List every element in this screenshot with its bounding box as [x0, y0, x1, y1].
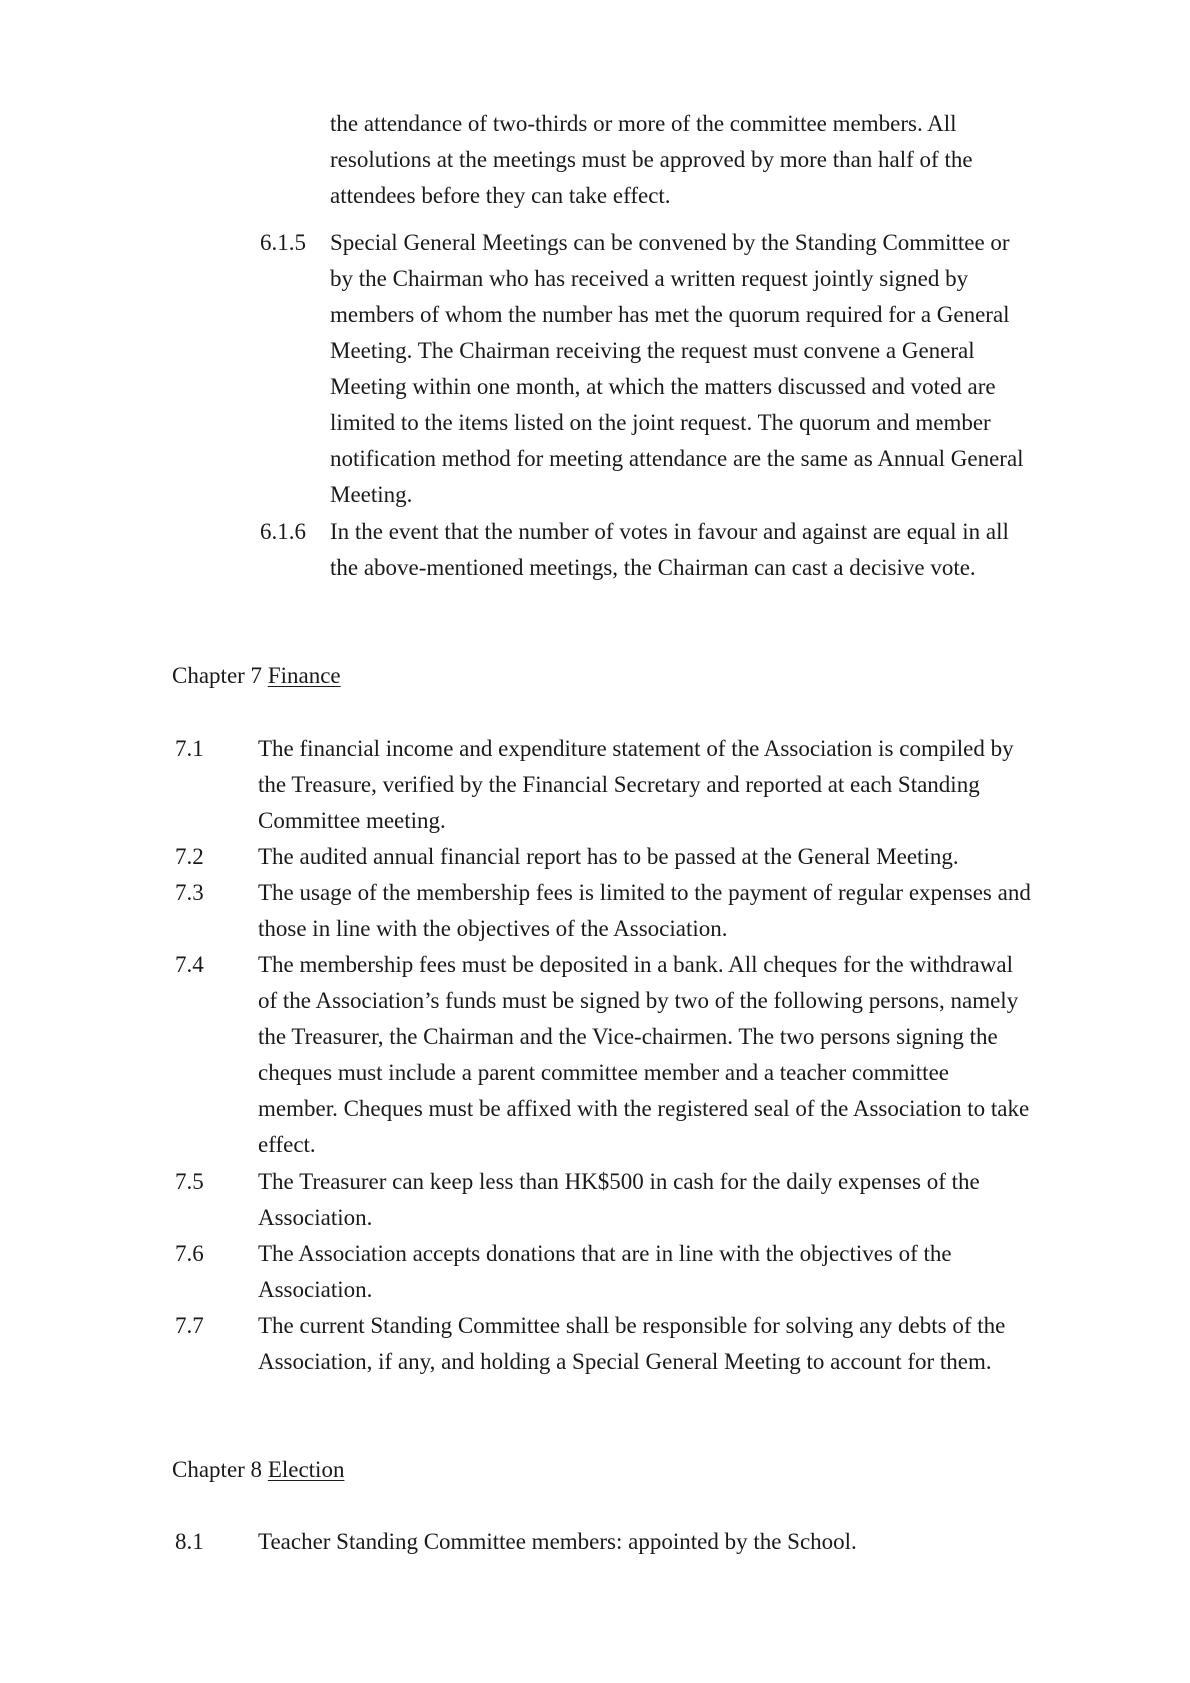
section-number: 7.2 — [175, 844, 204, 869]
chapter-title: Finance — [267, 663, 341, 688]
section-number: 7.3 — [175, 880, 204, 905]
subsection-text: In the event that the number of votes in favour and against are equal in all the above-mentioned meetings, the Chairman can cast a decisive vote. — [330, 519, 1009, 580]
section-number: 7.1 — [175, 736, 204, 761]
chapter-7-heading — [172, 658, 341, 694]
section-text: The Treasurer can keep less than HK$500 in cash for the daily expenses of the Association. — [258, 1169, 980, 1230]
section-text: The current Standing Committee shall be responsible for solving any debts of the Association, if any, and holding a Special General Meeting to account for them. — [258, 1313, 1006, 1374]
section-number: 7.5 — [175, 1169, 204, 1194]
chapter-label: Chapter 8 — [172, 1457, 263, 1482]
section-text: The Association accepts donations that are in line with the objectives of the Association. — [258, 1241, 952, 1302]
section-number: 7.6 — [175, 1241, 204, 1266]
subsection-number: 6.1.5 — [260, 230, 306, 255]
section-number: 7.4 — [175, 952, 204, 977]
section-number: 8.1 — [175, 1529, 204, 1554]
chapter-8-heading — [172, 1452, 344, 1488]
chapter-title: Election — [267, 1457, 345, 1482]
subsection-text: Special General Meetings can be convened by the Standing Committee or by the Chairman who has received a written request jointly signed by members of whom the number has met the quorum required for a General Meeting. The Chairman receiving the request must convene a General Meeting within one month, at which the matters discussed and voted are limited to the items listed on the joint request. The quorum and member notification method for meeting attendance are the same as Annual General Meeting. — [330, 230, 1024, 507]
section-text: Teacher Standing Committee members: appointed by the School. — [258, 1529, 857, 1554]
section-text: The membership fees must be deposited in a bank. All cheques for the withdrawal of the Association’s funds must be signed by two of the following persons, namely the Treasurer, the Chairman and the Vice-chairmen. The two persons signing the cheques must include a parent committee member and a teacher committee member. Cheques must be affixed with the registered seal of the Association to take effect. — [258, 952, 1030, 1157]
chapter-label: Chapter 7 — [172, 663, 263, 688]
section-text: The financial income and expenditure statement of the Association is compiled by the Treasure, verified by the Financial Secretary and reported at each Standing Committee meeting. — [258, 736, 1014, 833]
section-text: The audited annual financial report has to be passed at the General Meeting. — [258, 844, 959, 869]
section-text: The usage of the membership fees is limited to the payment of regular expenses and those in line with the objectives of the Association. — [258, 880, 1031, 941]
section-number: 7.7 — [175, 1313, 204, 1338]
subsection-number: 6.1.6 — [260, 519, 306, 544]
continuation-paragraph: the attendance of two-thirds or more of the committee members. All resolutions at the meetings must be approved by more than half of the attendees before they can take effect. — [330, 111, 973, 208]
